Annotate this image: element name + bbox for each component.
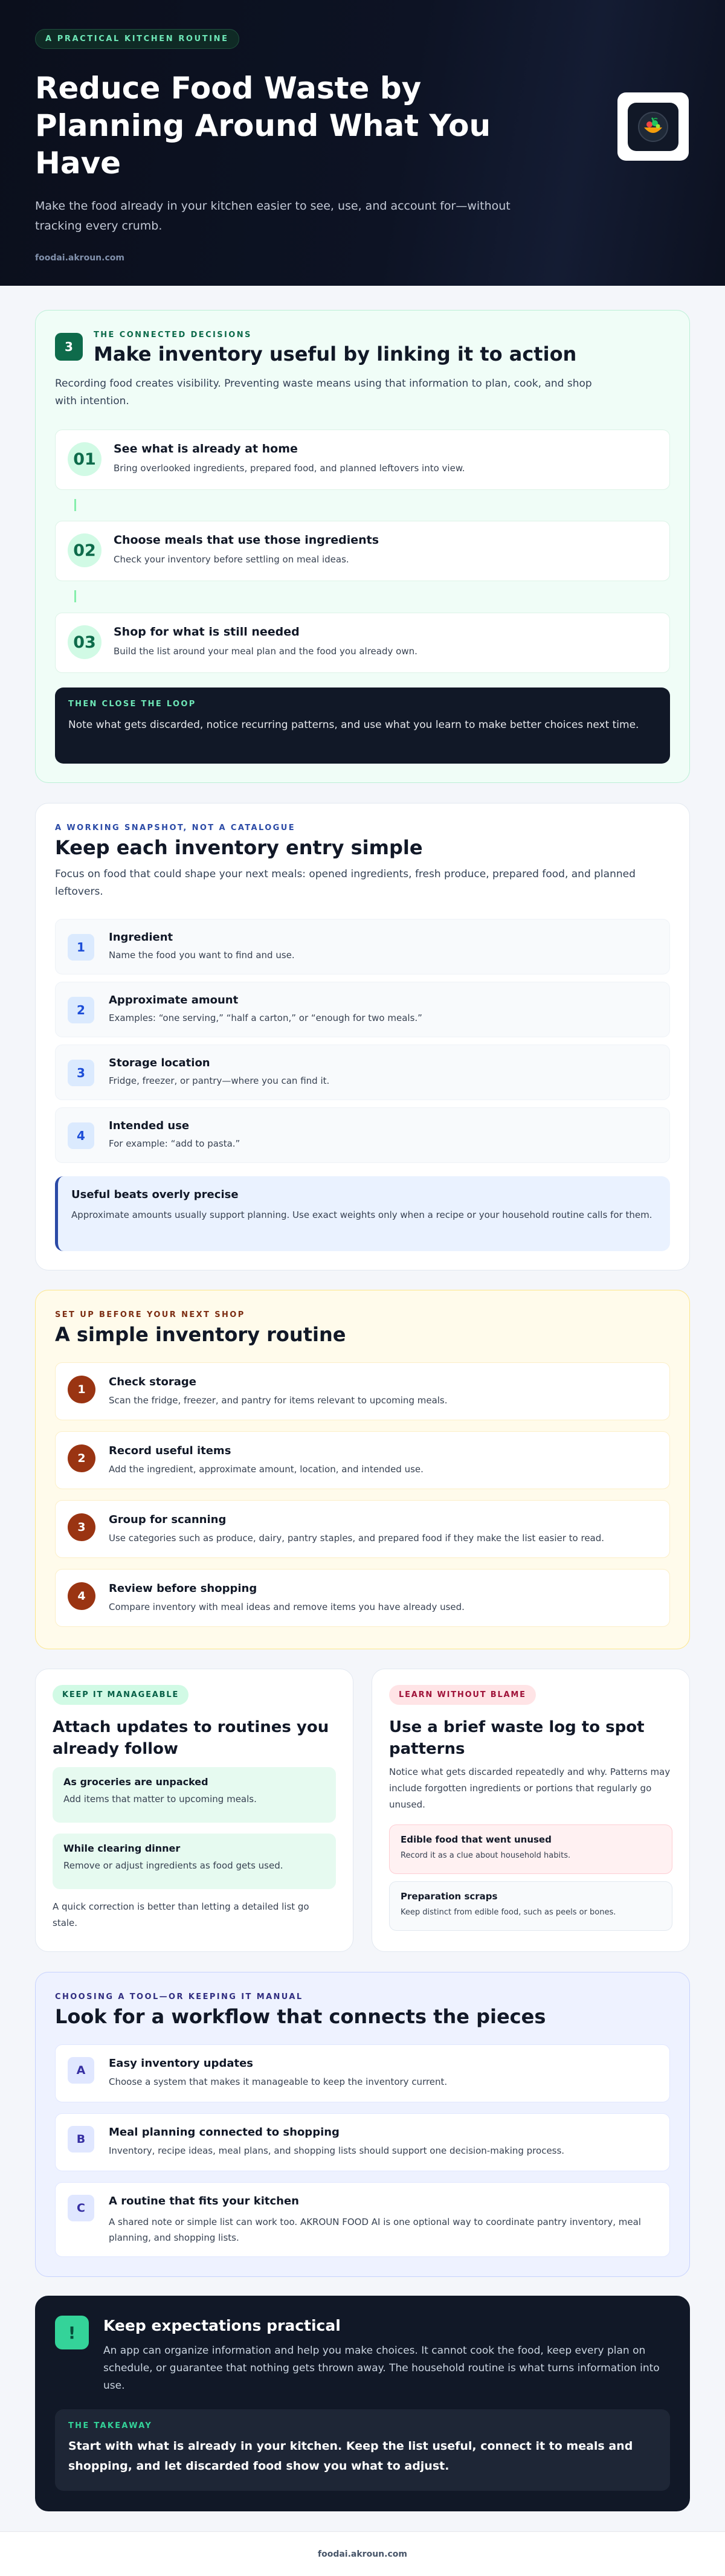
workflow-item	[55, 2113, 670, 2171]
entry-field-item	[55, 1045, 670, 1100]
step-title: Review before shopping	[109, 1582, 257, 1595]
item-desc: A shared note or simple list can work too. AKROUN FOOD AI is one optional way to coordinate pantry inventory, meal planning, and shopping lists.	[109, 2217, 641, 2243]
card-footer-text: A quick correction is better than letting a detailed list go stale.	[53, 1901, 309, 1928]
step-desc: Bring overlooked ingredients, prepared food, and planned leftovers into view.	[114, 463, 465, 474]
close-loop-callout	[55, 687, 670, 764]
step-desc: Scan the fridge, freezer, and pantry for items relevant to upcoming meals.	[109, 1395, 448, 1406]
step-number: 1	[68, 1376, 95, 1403]
item-title: Storage location	[109, 1057, 210, 1069]
note-title: Useful beats overly precise	[71, 1188, 239, 1201]
section-title: Keep expectations practical	[103, 2317, 341, 2334]
section-eyebrow: A WORKING SNAPSHOT, NOT A CATALOGUE	[55, 823, 295, 832]
alert-icon: !	[55, 2316, 89, 2349]
food-bowl-icon	[628, 103, 678, 151]
step-title: Check storage	[109, 1376, 196, 1388]
step-number: 03	[68, 625, 102, 659]
step-number: 4	[68, 1582, 95, 1610]
card-title: Use a brief waste log to spot patterns	[389, 1718, 645, 1758]
routine-step	[55, 1569, 670, 1627]
page-footer	[0, 2531, 725, 2576]
workflow-item	[55, 2182, 670, 2257]
section-title: Make inventory useful by linking it to action	[94, 343, 577, 365]
step-card	[55, 613, 670, 673]
connected-decisions-section	[35, 310, 690, 783]
section-eyebrow: SET UP BEFORE YOUR NEXT SHOP	[55, 1310, 245, 1319]
routine-step	[55, 1362, 670, 1420]
item-desc: Choose a system that makes it manageable to keep the inventory current.	[109, 2076, 448, 2087]
inventory-entry-section	[35, 803, 690, 1270]
section-eyebrow: CHOOSING A TOOL—OR KEEPING IT MANUAL	[55, 1992, 303, 2001]
card-badge: LEARN WITHOUT BLAME	[389, 1685, 536, 1705]
workflow-section	[35, 1972, 690, 2277]
section-eyebrow: THE CONNECTED DECISIONS	[94, 330, 252, 340]
step-title: Record useful items	[109, 1444, 231, 1457]
section-lead: Focus on food that could shape your next meals: opened ingredients, fresh produce, prepared food, and planned leftovers.	[55, 868, 636, 898]
callout-text: Note what gets discarded, notice recurring patterns, and use what you learn to make better choices next time.	[68, 719, 639, 731]
inventory-routine-section	[35, 1290, 690, 1649]
item-desc: Examples: “one serving,” “half a carton,” or “enough for two meals.”	[109, 1013, 422, 1023]
step-desc: Add the ingredient, approximate amount, location, and intended use.	[109, 1464, 424, 1475]
item-desc: Inventory, recipe ideas, meal plans, and shopping lists should support one decision-making process.	[109, 2145, 565, 2156]
workflow-item	[55, 2044, 670, 2102]
hero-pill: A PRACTICAL KITCHEN ROUTINE	[35, 29, 239, 49]
manageable-card	[35, 1669, 353, 1952]
step-number: 01	[68, 442, 102, 476]
entry-field-item	[55, 982, 670, 1037]
section-text: An app can organize information and help you make choices. It cannot cook the food, keep every plan on schedule, or guarantee that nothing gets thrown away. The household routine is what turns information into use.	[103, 2345, 660, 2392]
step-connector	[74, 590, 76, 602]
brand-logo	[617, 92, 689, 161]
takeaway-box	[55, 2409, 670, 2491]
waste-log-card	[372, 1669, 690, 1952]
item-number: 1	[68, 934, 94, 961]
step-title: Choose meals that use those ingredients	[114, 533, 379, 547]
hero-domain: foodai.akroun.com	[35, 253, 124, 263]
routine-hook-box	[53, 1767, 336, 1823]
item-title: A routine that fits your kitchen	[109, 2195, 299, 2207]
box-title: As groceries are unpacked	[63, 1776, 208, 1788]
item-title: Intended use	[109, 1119, 190, 1132]
hero-header	[0, 0, 725, 286]
box-desc: Record it as a clue about household habits.	[401, 1851, 571, 1860]
hero-subtitle: Make the food already in your kitchen easier to see, use, and account for—without tracking every crumb.	[35, 199, 511, 233]
item-desc: Fridge, freezer, or pantry—where you can find it.	[109, 1075, 330, 1086]
precision-note	[55, 1176, 670, 1251]
item-letter: B	[68, 2126, 94, 2153]
item-letter: C	[68, 2195, 94, 2221]
expectations-section	[35, 2296, 690, 2511]
step-desc: Build the list around your meal plan and the food you already own.	[114, 646, 417, 657]
waste-type-box	[389, 1881, 672, 1931]
card-lead: Notice what gets discarded repeatedly and why. Patterns may include forgotten ingredients or portions that regularly go unused.	[389, 1766, 671, 1810]
box-title: Edible food that went unused	[401, 1834, 552, 1845]
item-title: Ingredient	[109, 931, 173, 944]
card-badge: KEEP IT MANAGEABLE	[53, 1685, 188, 1705]
routine-step	[55, 1431, 670, 1489]
step-title: See what is already at home	[114, 442, 298, 456]
box-title: While clearing dinner	[63, 1843, 181, 1854]
step-number: 02	[68, 533, 102, 567]
box-desc: Add items that matter to upcoming meals.	[63, 1794, 257, 1805]
entry-field-item	[55, 1107, 670, 1163]
step-number: 3	[68, 1513, 95, 1541]
footer-link[interactable]: foodai.akroun.com	[318, 2549, 407, 2559]
item-desc: For example: “add to pasta.”	[109, 1138, 240, 1149]
routine-hook-box	[53, 1834, 336, 1889]
box-desc: Keep distinct from edible food, such as peels or bones.	[401, 1908, 616, 1917]
item-number: 3	[68, 1060, 94, 1086]
waste-type-box	[389, 1824, 672, 1874]
takeaway-text: Start with what is already in your kitchen. Keep the list useful, connect it to meals and shopping, and let discarded food show you what to adjust.	[68, 2439, 633, 2473]
item-letter: A	[68, 2057, 94, 2084]
step-connector	[74, 499, 76, 511]
item-desc: Name the food you want to find and use.	[109, 950, 295, 961]
takeaway-eyebrow: THE TAKEAWAY	[68, 2421, 153, 2430]
step-number: 2	[68, 1444, 95, 1472]
step-card	[55, 430, 670, 490]
item-title: Approximate amount	[109, 994, 239, 1006]
page-title: Reduce Food Waste by Planning Around What You Have	[35, 71, 491, 181]
connected-heading	[94, 330, 576, 366]
section-title: Keep each inventory entry simple	[55, 836, 423, 859]
step-desc: Use categories such as produce, dairy, pantry staples, and prepared food if they make the list easier to read.	[109, 1533, 605, 1544]
step-title: Shop for what is still needed	[114, 625, 300, 639]
item-title: Meal planning connected to shopping	[109, 2126, 340, 2139]
step-desc: Compare inventory with meal ideas and remove items you have already used.	[109, 1602, 465, 1612]
routine-step	[55, 1500, 670, 1558]
step-title: Group for scanning	[109, 1513, 227, 1526]
step-card	[55, 521, 670, 581]
item-number: 4	[68, 1122, 94, 1149]
section-title: Look for a workflow that connects the pieces	[55, 2005, 546, 2028]
callout-eyebrow: THEN CLOSE THE LOOP	[68, 700, 196, 709]
step-desc: Check your inventory before settling on meal ideas.	[114, 554, 349, 565]
box-title: Preparation scraps	[401, 1891, 498, 1902]
note-text: Approximate amounts usually support planning. Use exact weights only when a recipe or your household routine calls for them.	[71, 1209, 652, 1220]
card-title: Attach updates to routines you already follow	[53, 1718, 329, 1758]
section-lead: Recording food creates visibility. Preventing waste means using that information to plan, cook, and shop with intention.	[55, 378, 592, 407]
entry-field-item	[55, 919, 670, 974]
section-title: A simple inventory routine	[55, 1323, 346, 1346]
section-number-badge: 3	[55, 333, 83, 361]
item-title: Easy inventory updates	[109, 2057, 254, 2070]
box-desc: Remove or adjust ingredients as food gets used.	[63, 1860, 283, 1871]
item-number: 2	[68, 997, 94, 1023]
